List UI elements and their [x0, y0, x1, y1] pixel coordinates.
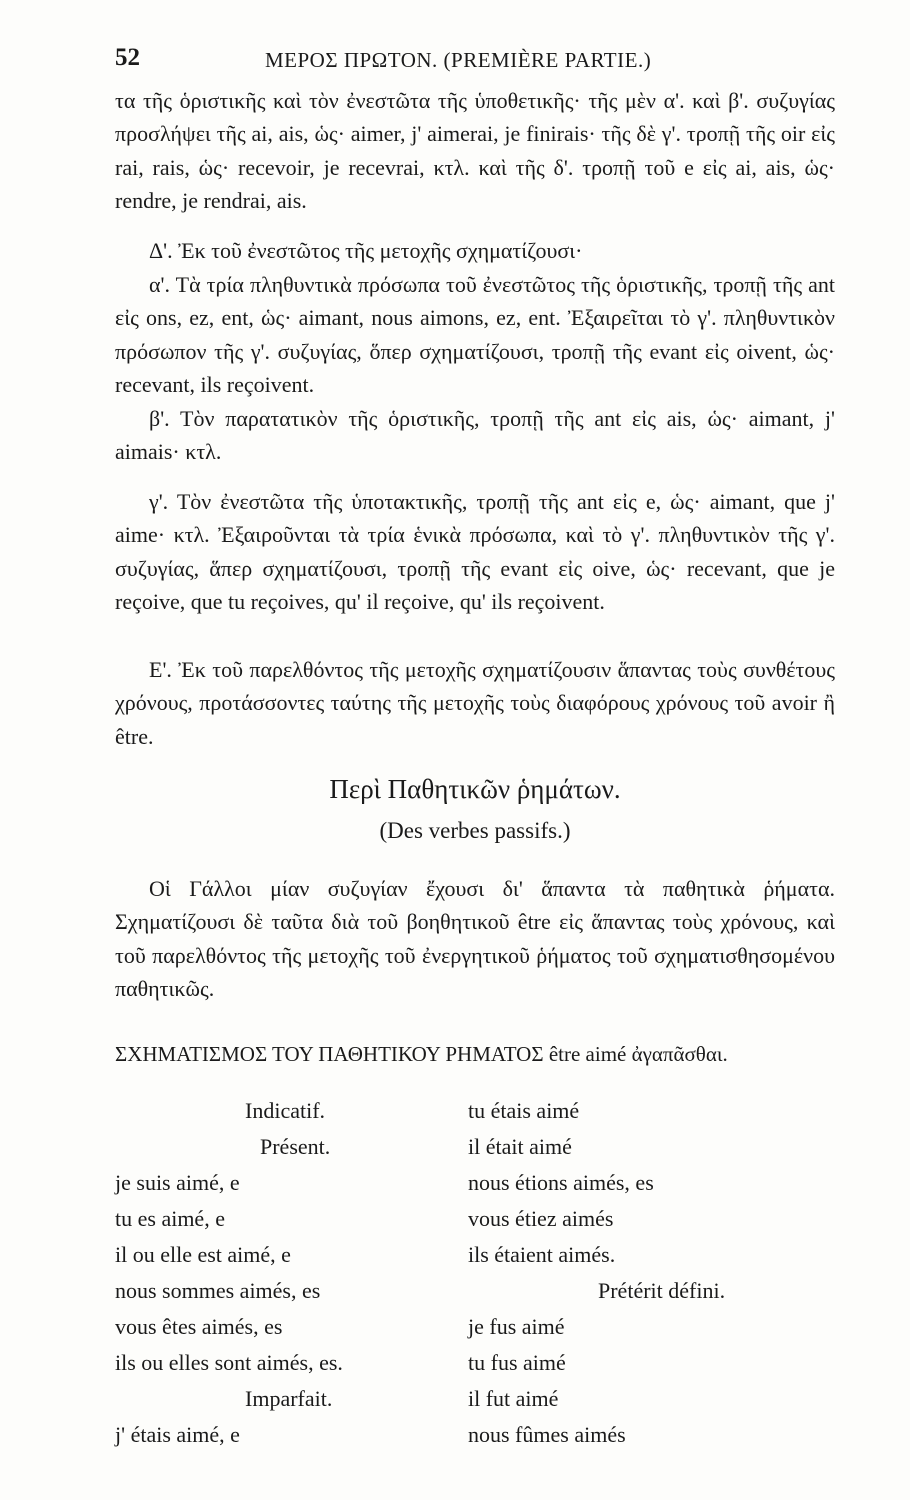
tense-heading-imparfait: Imparfait. — [245, 1386, 333, 1411]
conjugation-line: nous fûmes aimés — [468, 1422, 626, 1447]
conjugation-line: tu étais aimé — [468, 1098, 580, 1123]
right-conjugation-column — [468, 1098, 848, 1458]
running-title: ΜΕΡΟΣ ΠΡΩΤΟΝ. (PREMIÈRE PARTIE.) — [265, 48, 652, 72]
paragraph-epsilon-compound-tenses: Ε'. Ἐκ τοῦ παρελθόντος τῆς μετοχῆς σχηματίζουσιν ἅπαντας τοὺς συνθέτους χρόνους, προτάσσοντες ταύτης τῆς μετοχῆς τοὺς διαφόρους χρόνους τοῦ avoir ἢ être. — [115, 657, 835, 749]
conjugation-line: vous étiez aimés — [468, 1206, 614, 1231]
conjugation-line: tu es aimé, e — [115, 1206, 225, 1231]
conjugation-line: je fus aimé — [468, 1314, 565, 1339]
page-header — [115, 44, 835, 84]
paragraph-beta-imperfect: β'. Τὸν παρατατικὸν τῆς ὁριστικῆς, τροπῇ τῆς ant εἰς ais, ὡς· aimant, j' aimais· κτλ. — [115, 406, 835, 465]
tense-heading-preterit-defini: Prétérit défini. — [598, 1278, 726, 1303]
mood-heading-indicatif: Indicatif. — [245, 1098, 326, 1123]
paragraph-passive-intro: Οἱ Γάλλοι μίαν συζυγίαν ἔχουσι δι' ἅπαντα τὰ παθητικὰ ῥήματα. Σχηματίζουσι δὲ ταῦτα διὰ τοῦ βοηθητικοῦ être εἰς ἅπαντας τοὺς χρόνους, καὶ τοῦ παρελθόντος τῆς μετοχῆς τοῦ ἐνεργητικοῦ ῥήματος τοῦ σχηματισθησομένου παθητικῶς. — [115, 876, 835, 1001]
paragraph-delta-heading: Δ'. Ἐκ τοῦ ἐνεστῶτος τῆς μετοχῆς σχηματίζουσι· — [149, 238, 583, 263]
conjugation-line: il était aimé — [468, 1134, 572, 1159]
conjugation-line: je suis aimé, e — [115, 1170, 240, 1195]
conjugation-line: ils étaient aimés. — [468, 1242, 616, 1267]
conjugation-title: ΣΧΗΜΑΤΙΣΜΟΣ ΤΟΥ ΠΑΘΗΤΙΚΟΥ ΡΗΜΑΤΟΣ être aimé ἀγαπᾶσθαι. — [115, 1042, 728, 1066]
conjugation-line: il ou elle est aimé, e — [115, 1242, 291, 1267]
conjugation-line: nous étions aimés, es — [468, 1170, 654, 1195]
conjugation-line: j' étais aimé, e — [115, 1422, 240, 1447]
paragraph-alpha-present-plural: α'. Τὰ τρία πληθυντικὰ πρόσωπα τοῦ ἐνεστῶτος τῆς ὁριστικῆς, τροπῇ τῆς ant εἰς ons, ez, ent, ὡς· aimant, nous aimons, ez, ent. Ἐξαιρεῖται τὸ γ'. πληθυντικὸν πρόσωπον τῆς γ'. συζυγίας, ὅπερ σχηματίζουσι, τροπῇ τῆς evant εἰς oivent, ὡς· recevant, ils reçoivent. — [115, 272, 835, 397]
tense-heading-present: Présent. — [260, 1134, 331, 1159]
paragraph-formation-future: τα τῆς ὁριστικῆς καὶ τὸν ἐνεστῶτα τῆς ὑποθετικῆς· τῆς μὲν α'. καὶ β'. συζυγίας προσλήψει τῆς ai, ais, ὡς· aimer, j' aimerai, je finirais· τῆς δὲ γ'. τροπῇ τῆς oir εἰς rai, rais, ὡς· recevoir, je recevrai, κτλ. καὶ τῆς δ'. τροπῇ τοῦ e εἰς ai, ais, ὡς· rendre, je rendrai, ais. — [115, 88, 835, 213]
conjugation-line: vous êtes aimés, es — [115, 1314, 283, 1339]
left-conjugation-column — [115, 1098, 475, 1458]
paragraph-gamma-subjunctive: γ'. Τὸν ἐνεστῶτα τῆς ὑποτακτικῆς, τροπῇ τῆς ant εἰς e, ὡς· aimant, que j' aime· κτλ. Ἐξαιροῦνται τὰ τρία ἑνικὰ πρόσωπα, καὶ τὸ γ'. πληθυντικὸν τῆς γ'. συζυγίας, ἅπερ σχηματίζουσι, τροπῇ τῆς evant εἰς oive, ὡς· recevant, que je reçoive, que tu reçoives, qu' il reçoive, qu' ils reçoivent. — [115, 489, 835, 614]
conjugation-line: il fut aimé — [468, 1386, 559, 1411]
conjugation-line: tu fus aimé — [468, 1350, 566, 1375]
section-title-greek: Περὶ Παθητικῶν ῥημάτων. — [329, 774, 621, 804]
conjugation-line: nous sommes aimés, es — [115, 1278, 321, 1303]
conjugation-line: ils ou elles sont aimés, es. — [115, 1350, 343, 1375]
section-title-french: (Des verbes passifs.) — [379, 818, 571, 843]
page-number: 52 — [115, 44, 140, 71]
